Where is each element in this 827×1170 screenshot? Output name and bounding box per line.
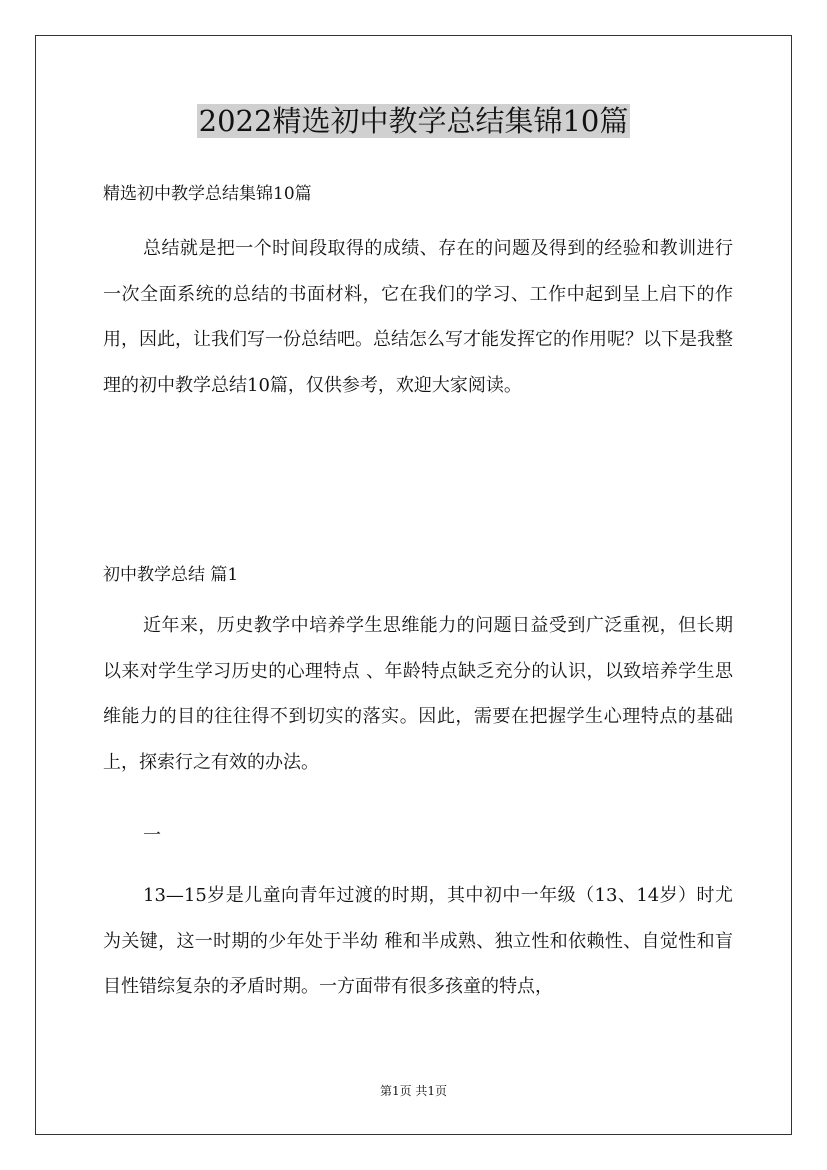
section-heading: 初中教学总结 篇1 xyxy=(103,565,239,585)
section-numeral: 一 xyxy=(143,825,161,846)
section-paragraph-2: 13—15岁是儿童向青年过渡的时期，其中初中一年级（13、14岁）时尤为关键，这一时期的少年处于半幼 稚和半成熟、独立性和依赖性、自觉性和盲目性错综复杂的矛盾时期。一方面带有很多孩童的特点， xyxy=(103,885,733,997)
document-title-text: 2022精选初中教学总结集锦10篇 xyxy=(198,104,629,138)
section-paragraph-1: 近年来，历史教学中培养学生思维能力的问题日益受到广泛重视，但长期以来对学生学习历史的心理特点 、年龄特点缺乏充分的认识，以致培养学生思维能力的目的往往得不到切实的落实。因此，需要在把握学生心理特点的基础上，探索行之有效的办法。 xyxy=(103,615,733,773)
intro-paragraph: 总结就是把一个时间段取得的成绩、存在的问题及得到的经验和教训进行一次全面系统的总结的书面材料，它在我们的学习、工作中起到呈上启下的作用，因此，让我们写一份总结吧。总结怎么写才能发挥它的作用呢？以下是我整理的初中教学总结10篇，仅供参考，欢迎大家阅读。 xyxy=(103,238,733,396)
document-title xyxy=(0,100,827,142)
document-subtitle: 精选初中教学总结集锦10篇 xyxy=(103,184,312,204)
page-footer: 第1页 共1页 xyxy=(379,1084,448,1098)
